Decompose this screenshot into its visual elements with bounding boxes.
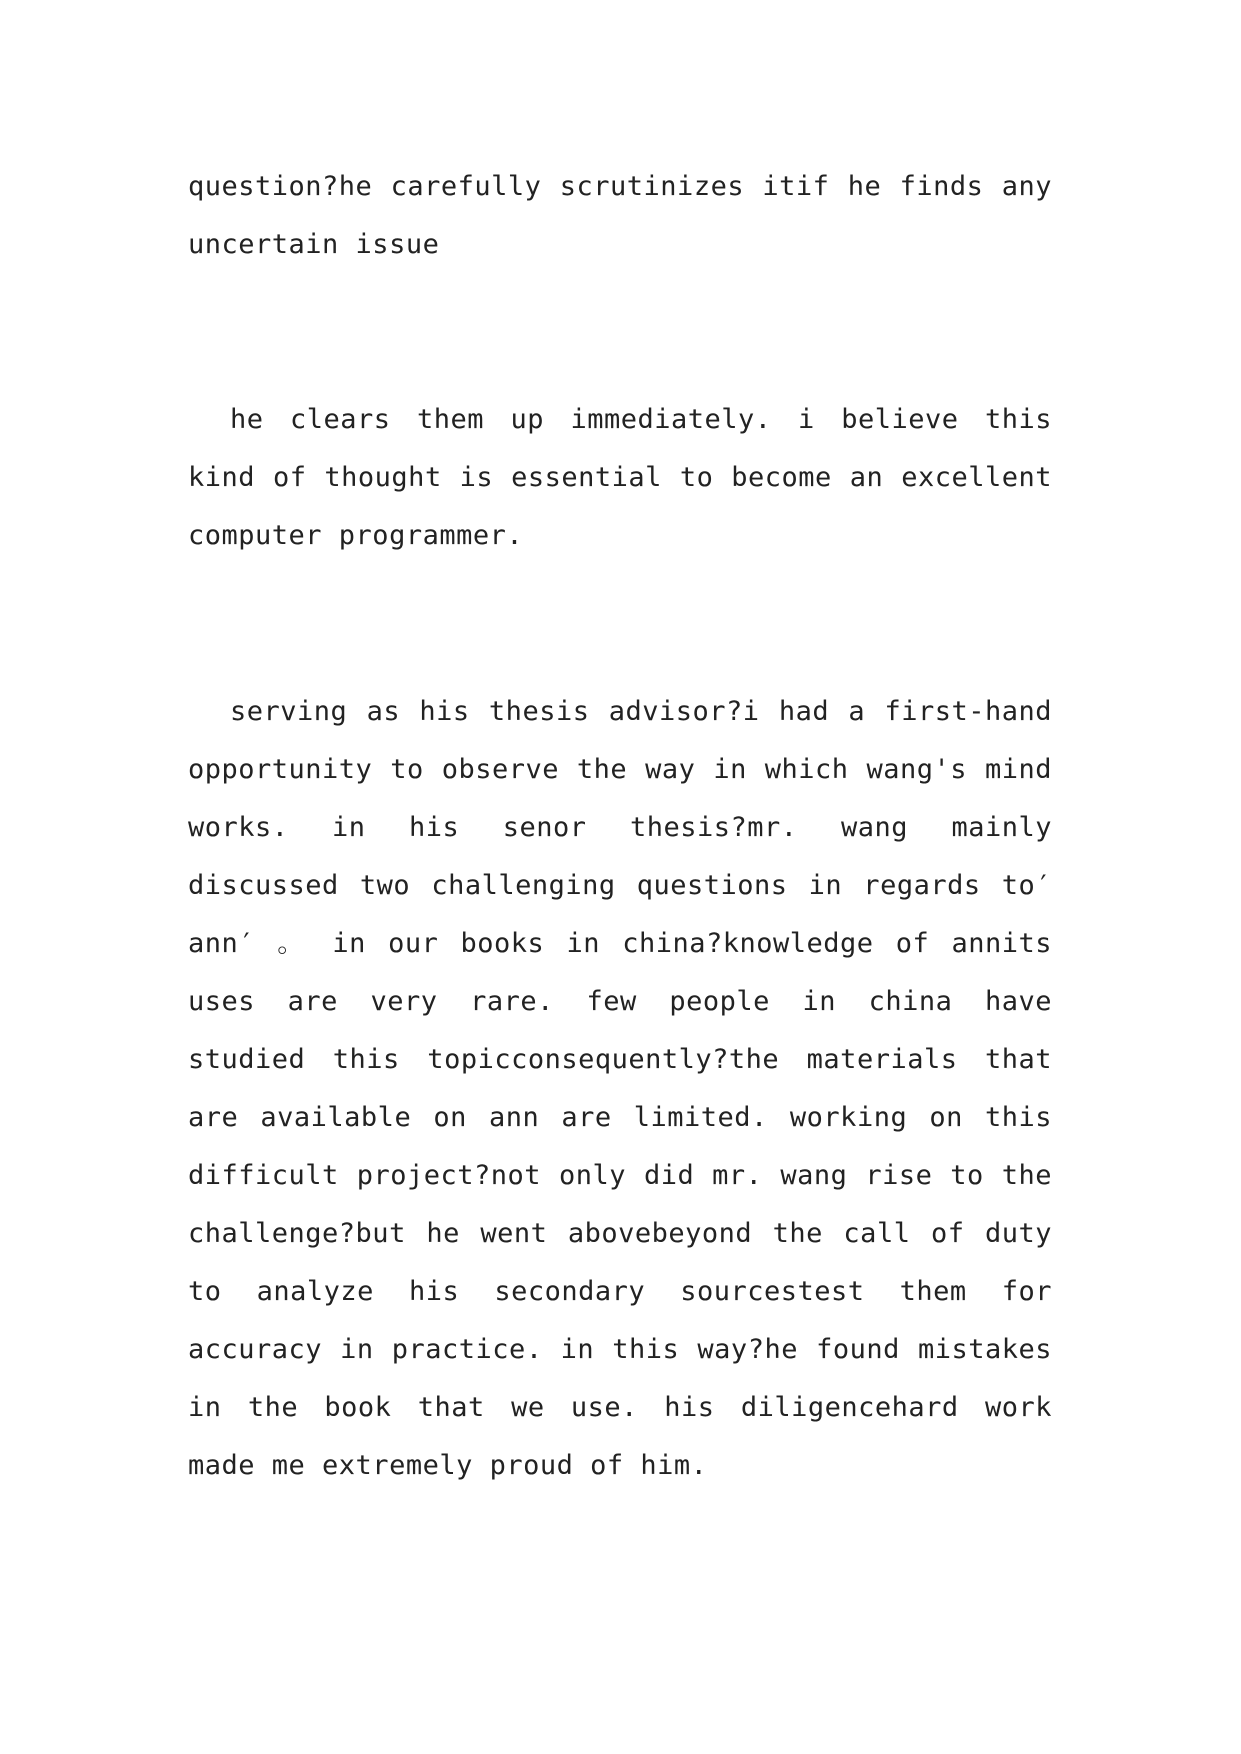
paragraph-2-container xyxy=(188,391,1052,565)
paragraph-2: he clears them up immediately. i believe this kind of thought is essential to become an excellent computer programmer. xyxy=(188,404,1052,551)
paragraph-3: serving as his thesis advisor?i had a first-hand opportunity to observe the way in which wang's mind works. in his senor thesis?mr. wang mainly discussed two challenging questions in regards to′ ann′ 。 in our books in china?knowledge of annits uses are very rare. few people in china have studied this topicconsequently?the materials that are available on ann are limited. working on this difficult project?not only did mr. wang rise to the challenge?but he went abovebeyond the call of duty to analyze his secondary sourcestest them for accuracy in practice. in this way?he found mistakes in the book that we use. his diligencehard work made me extremely proud of him. xyxy=(188,696,1052,1481)
paragraph-1: question?he carefully scrutinizes itif he finds any uncertain issue xyxy=(188,171,1052,260)
paragraph-1-container xyxy=(188,158,1052,274)
paragraph-3-container xyxy=(188,683,1052,1495)
